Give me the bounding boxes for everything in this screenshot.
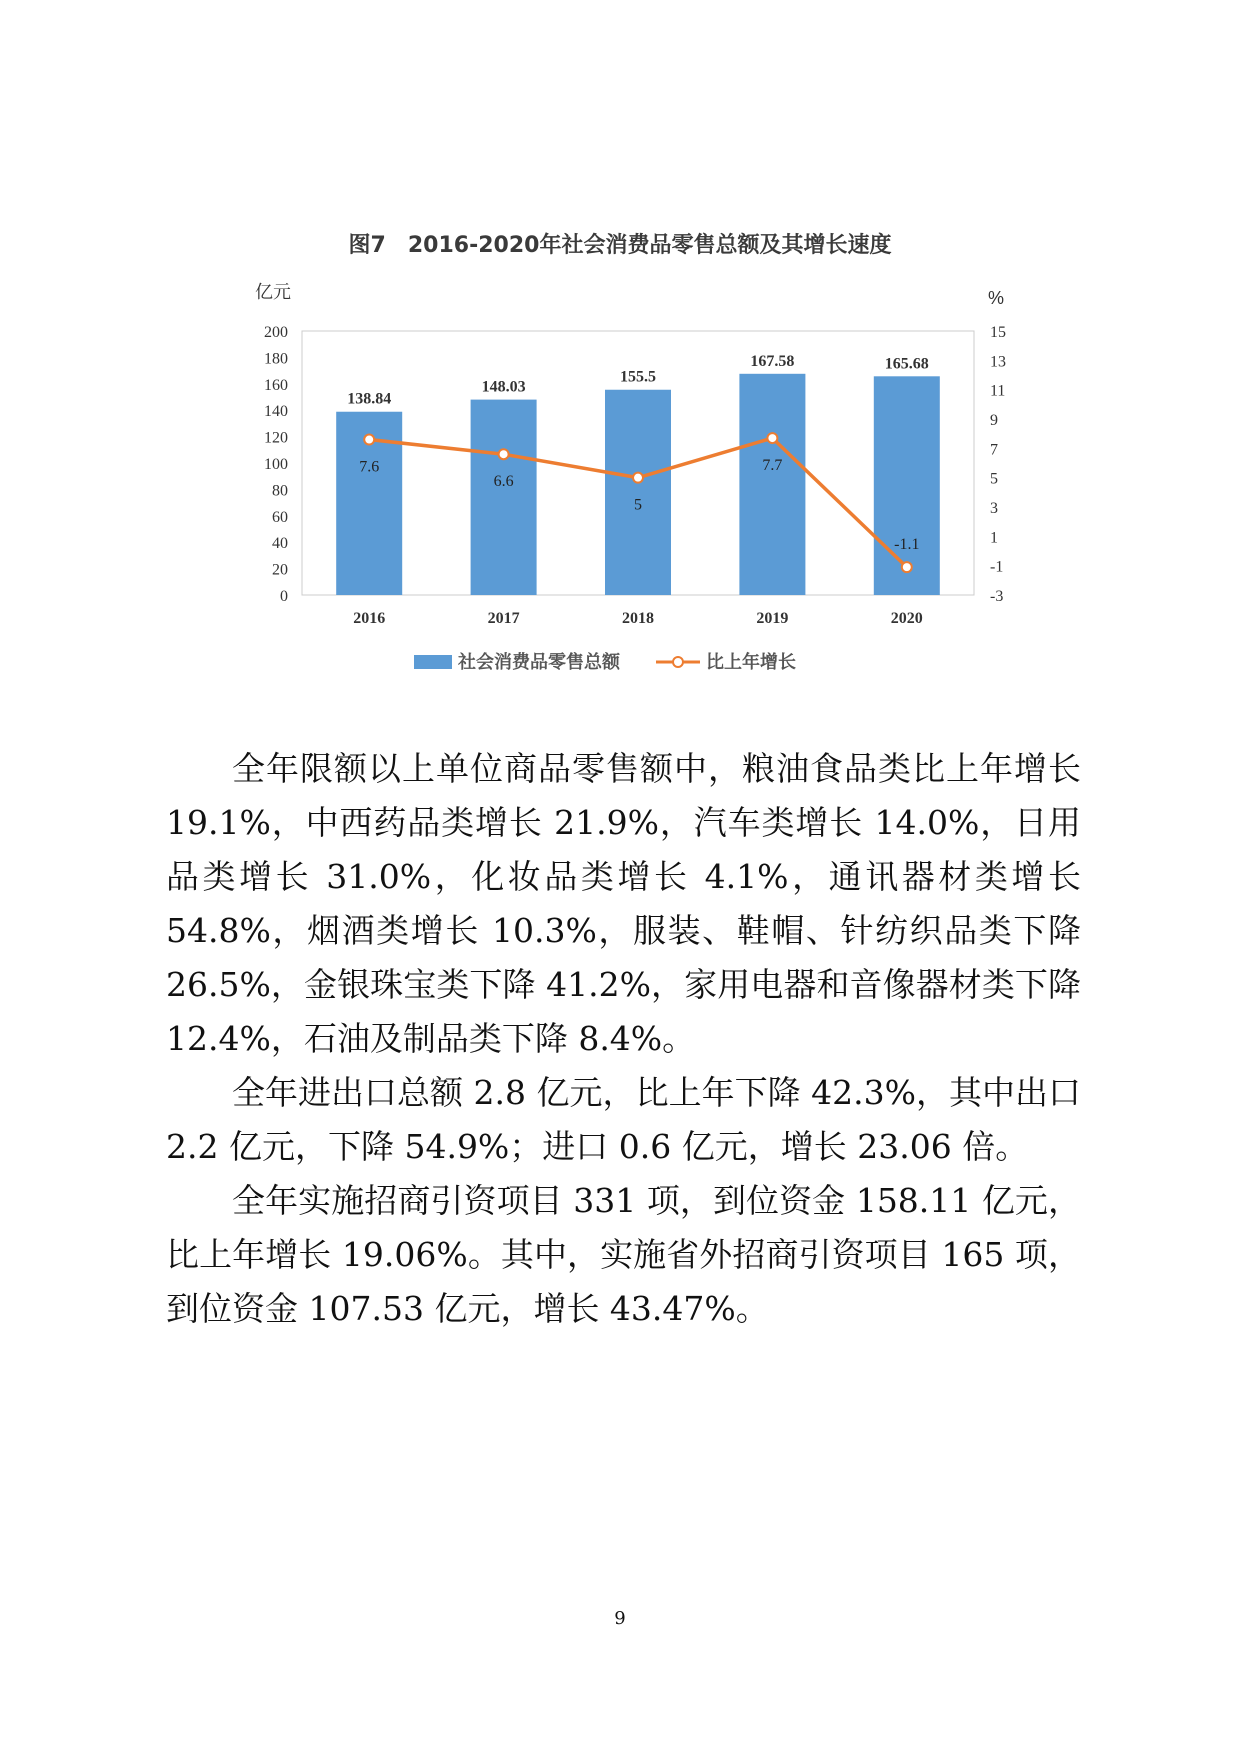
right-axis-tick-label: 5 <box>990 470 998 488</box>
right-axis-tick-label: 7 <box>990 441 998 459</box>
x-axis-tick-label: 2020 <box>890 610 923 627</box>
bar-value-label: 138.84 <box>347 390 392 408</box>
right-axis-tick-label: 11 <box>990 382 1006 400</box>
right-axis-tick-label: -3 <box>990 588 1004 605</box>
x-axis-tick-label: 2019 <box>756 610 789 627</box>
left-axis-tick-label: 100 <box>264 456 288 473</box>
bar-2017 <box>471 400 537 595</box>
bar-value-label: 167.58 <box>750 352 795 370</box>
page-number: 9 <box>614 1608 626 1629</box>
left-axis-tick-label: 20 <box>272 561 288 579</box>
right-axis-unit-label: % <box>988 288 1005 308</box>
right-axis-tick-label: 3 <box>990 500 998 517</box>
left-axis-ticks <box>264 324 288 605</box>
chart-title: 图7 2016-2020年社会消费品零售总额及其增长速度 <box>348 233 892 258</box>
growth-value-label: 7.6 <box>359 458 380 476</box>
paragraph-trade: 全年进出口总额 2.8 亿元，比上年下降 42.3%，其中出口 2.2 亿元，下降 54.9%；进口 0.6 亿元，增长 23.06 倍。 <box>166 1073 1081 1166</box>
left-axis-tick-label: 160 <box>264 376 288 394</box>
legend-line-marker <box>673 657 683 667</box>
legend-bar-swatch <box>414 655 452 669</box>
x-axis-tick-label: 2018 <box>622 610 654 627</box>
growth-value-label: 5 <box>634 496 642 514</box>
growth-point-2020 <box>902 562 912 572</box>
x-axis-tick-label: 2017 <box>487 610 520 627</box>
left-axis-tick-label: 40 <box>272 535 288 553</box>
legend-bar-label: 社会消费品零售总额 <box>458 652 620 672</box>
legend-line-label: 比上年增长 <box>706 652 796 672</box>
chart-legend <box>414 651 796 672</box>
left-axis-tick-label: 0 <box>280 588 288 605</box>
bar-value-label: 155.5 <box>620 368 656 386</box>
bar-2018 <box>605 390 671 595</box>
growth-value-label: 7.7 <box>762 457 783 475</box>
right-axis-tick-label: 1 <box>990 529 998 547</box>
growth-point-2017 <box>499 449 509 459</box>
left-axis-tick-label: 120 <box>264 429 288 447</box>
left-axis-tick-label: 200 <box>264 324 288 341</box>
left-axis-unit-label: 亿元 <box>255 282 291 302</box>
x-axis-ticks <box>353 610 923 627</box>
left-axis-tick-label: 60 <box>272 508 288 526</box>
growth-point-2019 <box>767 433 777 443</box>
bar-value-label: 165.68 <box>884 355 929 373</box>
right-axis-tick-label: 9 <box>990 412 998 429</box>
right-axis-tick-label: 15 <box>990 324 1006 341</box>
right-axis-tick-label: 13 <box>990 353 1006 371</box>
right-axis-tick-label: -1 <box>990 558 1004 576</box>
paragraph-retail-categories: 全年限额以上单位商品零售额中，粮油食品类比上年增长19.1%，中西药品类增长 21.9%，汽车类增长 14.0%，日用品类增长 31.0%，化妆品类增长 4.1%，通讯器材类增长 54.8%，烟酒类增长 10.3%，服装、鞋帽、针纺织品类下降 26.5%，金银珠宝类下降 41.2%，家用电器和音像器材类下降 12.4%，石油及制品类下降 8.4%。 <box>166 749 1081 1058</box>
growth-point-2018 <box>633 473 643 483</box>
growth-value-label: -1.1 <box>894 536 920 554</box>
left-axis-tick-label: 180 <box>264 350 288 368</box>
bar-2019 <box>739 374 805 595</box>
growth-value-label: 6.6 <box>493 473 514 491</box>
growth-point-2016 <box>364 435 374 445</box>
x-axis-tick-label: 2016 <box>353 610 386 627</box>
retail-sales-chart <box>0 270 1240 690</box>
left-axis-tick-label: 80 <box>272 482 288 500</box>
paragraph-investment: 全年实施招商引资项目 331 项，到位资金 158.11 亿元，比上年增长 19.06%。其中，实施省外招商引资项目 165 项，到位资金 107.53 亿元，增长 43.47%。 <box>166 1181 1081 1328</box>
left-axis-tick-label: 140 <box>264 403 288 421</box>
bar-value-label: 148.03 <box>481 378 526 396</box>
right-axis-ticks <box>990 324 1006 605</box>
